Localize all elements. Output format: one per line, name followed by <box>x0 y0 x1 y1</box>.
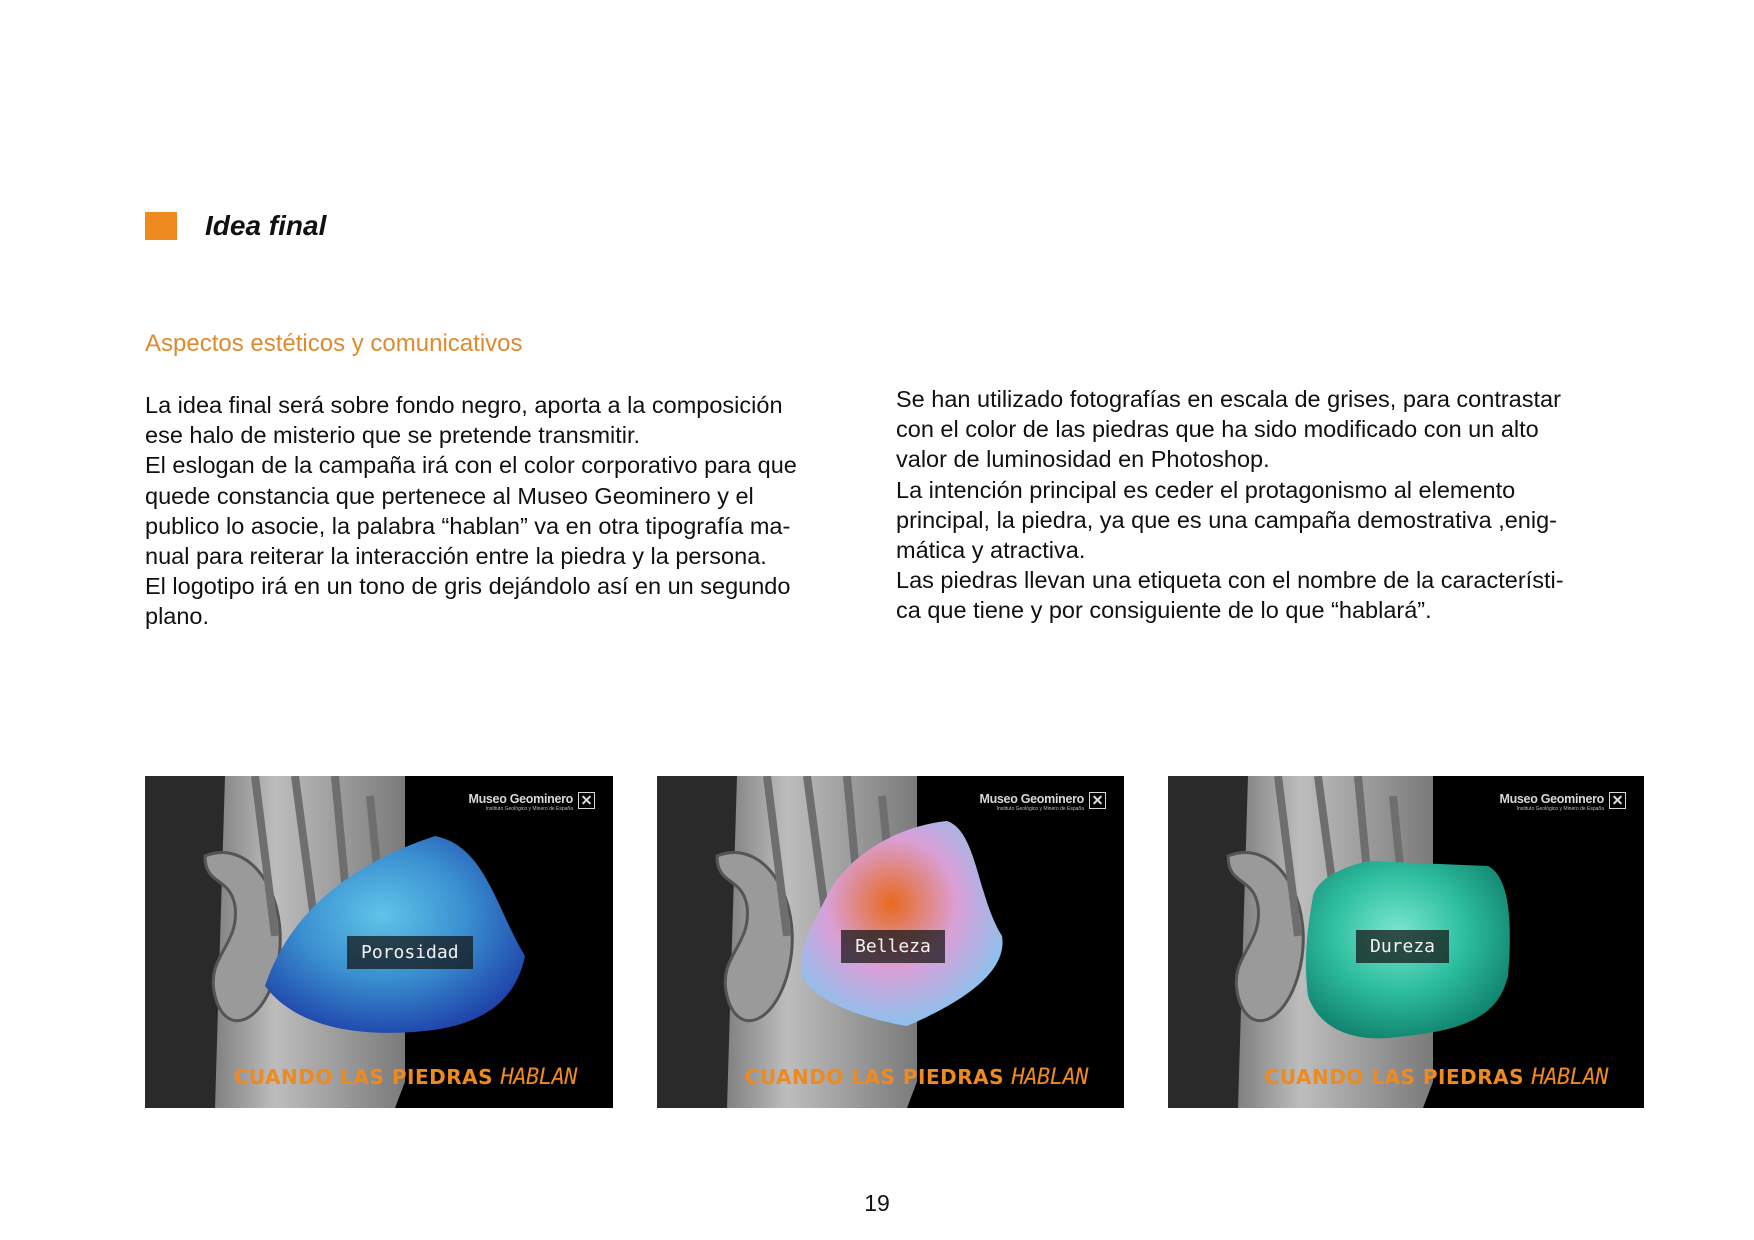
poster-dureza <box>1168 776 1644 1108</box>
text-line: principal, la piedra, ya que es una campaña demostrativa ,enig- <box>896 506 1557 533</box>
text-line: publico lo asocie, la palabra “hablan” va en otra tipografía ma- <box>145 512 791 539</box>
slogan-main: CUANDO LAS PIEDRAS <box>1264 1065 1525 1089</box>
section-subtitle: Aspectos estéticos y comunicativos <box>145 330 523 357</box>
logo-subtitle: Instituto Geológico y Minero de España <box>996 806 1084 812</box>
stone-label: Porosidad <box>347 936 473 969</box>
hammers-icon <box>1089 792 1106 809</box>
stone-label: Dureza <box>1356 930 1449 963</box>
text-line: ca que tiene y por consiguiente de lo que “hablará”. <box>896 597 1432 624</box>
slogan-handwritten: HABLAN <box>1531 1065 1608 1090</box>
museo-geominero-logo <box>468 792 595 812</box>
campaign-slogan <box>745 1065 1088 1090</box>
logo-name: Museo Geominero <box>468 792 573 806</box>
hammers-icon <box>1609 792 1626 809</box>
left-text-column <box>145 390 855 632</box>
page-number: 19 <box>864 1190 890 1216</box>
campaign-slogan <box>1265 1065 1608 1090</box>
section-title: Idea final <box>205 210 327 241</box>
text-line: plano. <box>145 603 210 630</box>
slogan-main: CUANDO LAS PIEDRAS <box>744 1065 1005 1089</box>
text-line: ese halo de misterio que se pretende transmitir. <box>145 422 641 449</box>
right-text-column <box>896 384 1626 626</box>
text-line: La idea final será sobre fondo negro, aporta a la composición <box>145 392 783 418</box>
section-marker-square <box>145 212 177 240</box>
logo-name: Museo Geominero <box>979 792 1084 806</box>
campaign-slogan <box>234 1065 577 1090</box>
logo-subtitle: Instituto Geológico y Minero de España <box>1516 806 1604 812</box>
text-line: nual para reiterar la interacción entre la piedra y la persona. <box>145 543 767 570</box>
hammers-icon <box>578 792 595 809</box>
stone-label: Belleza <box>841 930 945 963</box>
text-line: La intención principal es ceder el protagonismo al elemento <box>896 476 1516 503</box>
logo-name: Museo Geominero <box>1499 792 1604 806</box>
museo-geominero-logo <box>1499 792 1626 812</box>
logo-subtitle: Instituto Geológico y Minero de España <box>485 806 573 812</box>
text-line: El logotipo irá en un tono de gris dejándolo así en un segundo <box>145 573 791 600</box>
section-heading <box>145 210 326 242</box>
poster-porosidad <box>145 776 613 1108</box>
text-line: con el color de las piedras que ha sido modificado con un alto <box>896 416 1539 443</box>
text-line: valor de luminosidad en Photoshop. <box>896 446 1270 473</box>
slogan-handwritten: HABLAN <box>1011 1065 1088 1090</box>
text-line: El eslogan de la campaña irá con el color corporativo para que <box>145 452 797 479</box>
text-line: mática y atractiva. <box>896 537 1086 564</box>
text-line: Las piedras llevan una etiqueta con el nombre de la característi- <box>896 567 1564 594</box>
slogan-main: CUANDO LAS PIEDRAS <box>233 1065 494 1089</box>
museo-geominero-logo <box>979 792 1106 812</box>
poster-belleza <box>657 776 1124 1108</box>
slogan-handwritten: HABLAN <box>500 1065 577 1090</box>
text-line: quede constancia que pertenece al Museo Geominero y el <box>145 482 754 509</box>
text-line: Se han utilizado fotografías en escala de grises, para contrastar <box>896 386 1561 412</box>
